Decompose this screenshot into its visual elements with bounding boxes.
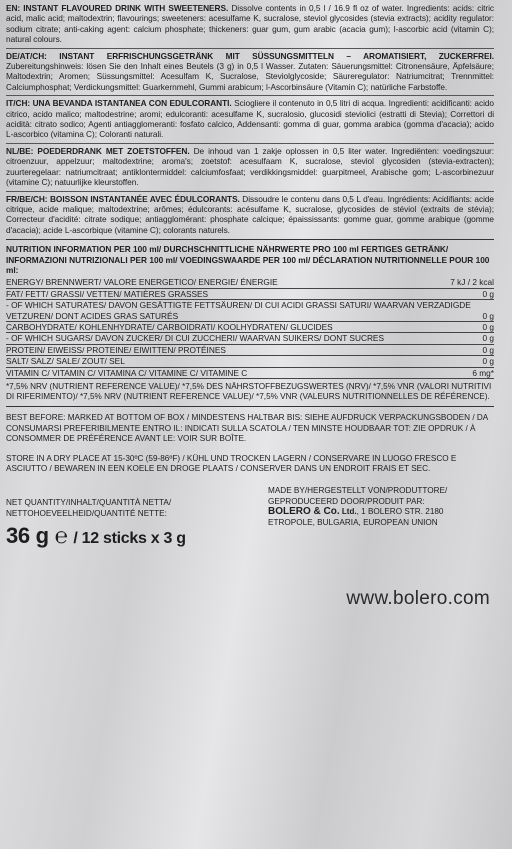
nutrition-row [6, 300, 494, 322]
nutrition-value: 0 g [482, 321, 494, 332]
storage-note: STORE IN A DRY PLACE AT 15-30ºC (59-86ºF) / KÜHL UND TROCKEN LAGERN / CONSERVARE IN LUOGO FRESCO E ASCIUTTO / BEWAREN IN EEN KOELE EN DROGE PLAATS / CONSERVER DANS UN ENDROIT FRAIS ET SEC. [6, 454, 457, 474]
nutrition-row [6, 322, 494, 333]
de-heading: DE/AT/CH: INSTANT ERFRISCHUNGSGETRÄNK MIT SÜSSUNGSMITTELN – AROMATISIERT, ZUCKERFREI. [6, 50, 494, 61]
section-fr [6, 191, 494, 236]
net-quantity-label: NET QUANTITY/INHALT/QUANTITÀ NETTA/ NETTOHOEVEELHEID/QUANTITÉ NETTE: [6, 498, 172, 518]
sticks-count: / 12 sticks x 3 g [73, 530, 186, 548]
made-by-label: MADE BY/HERGESTELLT VON/PRODUTTORE/ GEPRODUCEERD DOOR/PRODUIT PAR: [268, 486, 448, 506]
fr-text: Dissoudre le contenu dans 0,5 L d'eau. Ingrédients: Acidifiants: acide citrique, acide malique; maltodextrine; arômes; édulcorants: acésulfame K, sucralose, glycosides de stéviol (extraits de stévia); Correcteur d'acidité: citrate sodique; antiagglomérant: phosphate calcique; épaississants: gomme guar, gomme arabique (gomme d'acacia); acide L-ascorbique (vitamine C); colorants naturels. [6, 193, 494, 235]
divider [6, 239, 494, 240]
nutrition-value: 7 kJ / 2 kcal [450, 277, 494, 288]
section-en [6, 3, 494, 45]
weight-value: 36 g [6, 523, 49, 549]
nutrition-label: FAT/ FETT/ GRASSI/ VETTEN/ MATIÈRES GRASSES [6, 288, 209, 299]
nutrition-value: 0 g [482, 288, 494, 299]
de-text: Zubereitungshinweis: lösen Sie den Inhalt eines Beutels (3 g) in 0,5 l Wasser. Zutaten: Säuerungsmittel: Citronensäure, Äpfelsäure; Maltodextrin; Aromen; Süssungsmittel: Acesulfam K, Sucralose, Steviolglycoside; Säureregulator: Natriumcitrat; Trennmittel: Calciumphosphat; Verdickungsmittel: Guarkernmehl, Gummi arabicum; l-Ascorbinsäure (Vitamin C); natürliche Farbstoffe. [6, 61, 494, 92]
nutrition-value: 0 g [482, 333, 494, 344]
nutrition-label: SALT/ SALZ/ SALE/ ZOUT/ SEL [6, 356, 125, 367]
section-de [6, 48, 494, 93]
estimated-sign-icon: ℮ [54, 523, 68, 549]
nutrition-label: - OF WHICH SUGARS/ DAVON ZUCKER/ DI CUI ZUCCHERI/ WAARVAN SUIKERS/ DONT SUCRES [6, 333, 385, 344]
nutrition-label: VITAMIN C/ VITAMIN C/ VITAMINA C/ VITAMINE C/ VITAMINE C [6, 367, 248, 378]
footer [6, 486, 494, 636]
best-before: BEST BEFORE: MARKED AT BOTTOM OF BOX / MINDESTENS HALTBAR BIS: SIEHE AUFDRUCK VERPACKUNGSBODEN / DA CONSUMARSI PREFERIBILMENTE ENTRO IL: INDICATI SULLA SCATOLA / TEN MINSTE HOUDBAAR TOT: ZIE OPDRUK / À CONSOMMER DE PRÉFÉRENCE AVANT LE: VOIR SUR BOÎTE. [6, 413, 488, 443]
nutrition-row [6, 356, 494, 367]
website-url: www.bolero.com [346, 588, 490, 610]
nutrition-row [6, 277, 494, 288]
nutrition-label: PROTEIN/ EIWEISS/ PROTEINE/ EIWITTEN/ PROTÉINES [6, 344, 226, 355]
nutrition-label: - OF WHICH SATURATES/ DAVON GESÄTTIGTE FETTSÄUREN/ DI CUI ACIDI GRASSI SATURI/ WAARVAN VERZADIGDE VETZUREN/ DONT ACIDES GRAS SATURÉS [6, 300, 471, 321]
section-it [6, 95, 494, 140]
nutrition-row [6, 289, 494, 300]
nrv-note: *7,5% NRV (NUTRIENT REFERENCE VALUE)/ *7,5% DES NÄHRSTOFFBEZUGSWERTES (NRV)/ *7,5% VNR (VALORI NUTRITIVI DI RIFERIMENTO)/ *7,5% NRV (NUTRIENT REFERENCE VALUE)/ *7,5% VNR (VALEURS NUTRITIONNELLES DE RÉFÉRENCE). [6, 382, 492, 402]
manufacturer-address-line [268, 507, 490, 528]
brand-suffix: Ltd. [339, 507, 357, 517]
label-page [0, 3, 500, 849]
nutrition-row [6, 333, 494, 344]
nutrition-row [6, 345, 494, 356]
it-heading: IT/CH: UNA BEVANDA ISTANTANEA CON EDULCORANTI. [6, 98, 232, 109]
nutrition-value: 6 mg* [472, 367, 494, 378]
fr-heading: FR/BE/CH: BOISSON INSTANTANÉE AVEC ÉDULCORANTS. [6, 193, 240, 204]
nl-text: De inhoud van 1 zakje oplossen in 0,5 liter water. Ingrediënten: voedingszuur: citroenzuur, appelzuur; maltodextrine; aroma's; zoetstof: acesulfaam K, sucralose, steviol glycosiden (stevia-extracten); zuurteregelaar: natriumcitraat; antiklontermiddel: calciumfosfaat; verdikkingsmiddel: guarpitmeel, Arabische gom; L-ascorbinezuur (vitamine C); natuurlijke kleurstoffen. [6, 145, 495, 188]
brand-name: BOLERO & Co. [268, 506, 340, 518]
nutrition-row [6, 368, 494, 379]
manufacturer [268, 486, 490, 528]
it-text: Sciogliere il contenuto in 0,5 litri di acqua. Ingredienti: acidificanti: acido citrico, acido malico; maltodestrine; aromi; edulcoranti: acesulfame K, sucralosio, glucosidi steviolici (estratti di Stevia); Correttori di acidità: citrato sodico; Agenti antiagglomeranti: fosfato calcico, Addensanti: gomma di guar, gomma arabica (gomma d'acacia); acido L-ascorbico (vitamina C); Coloranti naturali. [6, 98, 494, 140]
nl-heading: NL/BE: POEDERDRANK MET ZOETSTOFFEN. [6, 145, 190, 156]
manufacturer-address: , 1 BOLERO STR. 2180 ETROPOLE, BULGARIA, EUROPEAN UNION [268, 507, 444, 527]
nutrition-label: CARBOHYDRATE/ KOHLENHYDRATE/ CARBOIDRATI/ KOOLHYDRATEN/ GLUCIDES [6, 321, 333, 332]
nutrition-table [6, 277, 494, 379]
nutrition-heading: NUTRITION INFORMATION PER 100 ml/ DURCHSCHNITTLICHE NÄHRWERTE PRO 100 ml FERTIGES GETRÄNK/ INFORMAZIONI NUTRIZIONALI PER 100 ml/ VOEDINGSWAARDE PER 100 ml/ DÉCLARATION NUTRITIONNELLE POUR 100 ml: [6, 244, 490, 275]
section-nl [6, 143, 494, 188]
nutrition-label: ENERGY/ BRENNWERT/ VALORE ENERGETICO/ ENERGIE/ ÉNERGIE [6, 277, 278, 288]
nutrition-value: 0 g [482, 344, 494, 355]
en-text: Dissolve contents in 0,5 l / 16.9 fl oz of water. Ingredients: acids: citric acid, malic acid; maltodextrin; flavourings; sweeteners: acesulfame K, sucralose, steviol glycosides (stevia extracts); acidity regulator: sodium citrate; anti-caking agent: calcium phosphate; thickeners: guar gum, gum arabic (acacia gum); l-ascorbic acid (vitamin C); natural colours. [6, 3, 494, 45]
nutrition-value: 0 g [482, 356, 494, 367]
nutrition-value: 0 g [482, 310, 494, 321]
en-heading: EN: INSTANT FLAVOURED DRINK WITH SWEETENERS. [6, 3, 229, 13]
divider [6, 406, 494, 407]
